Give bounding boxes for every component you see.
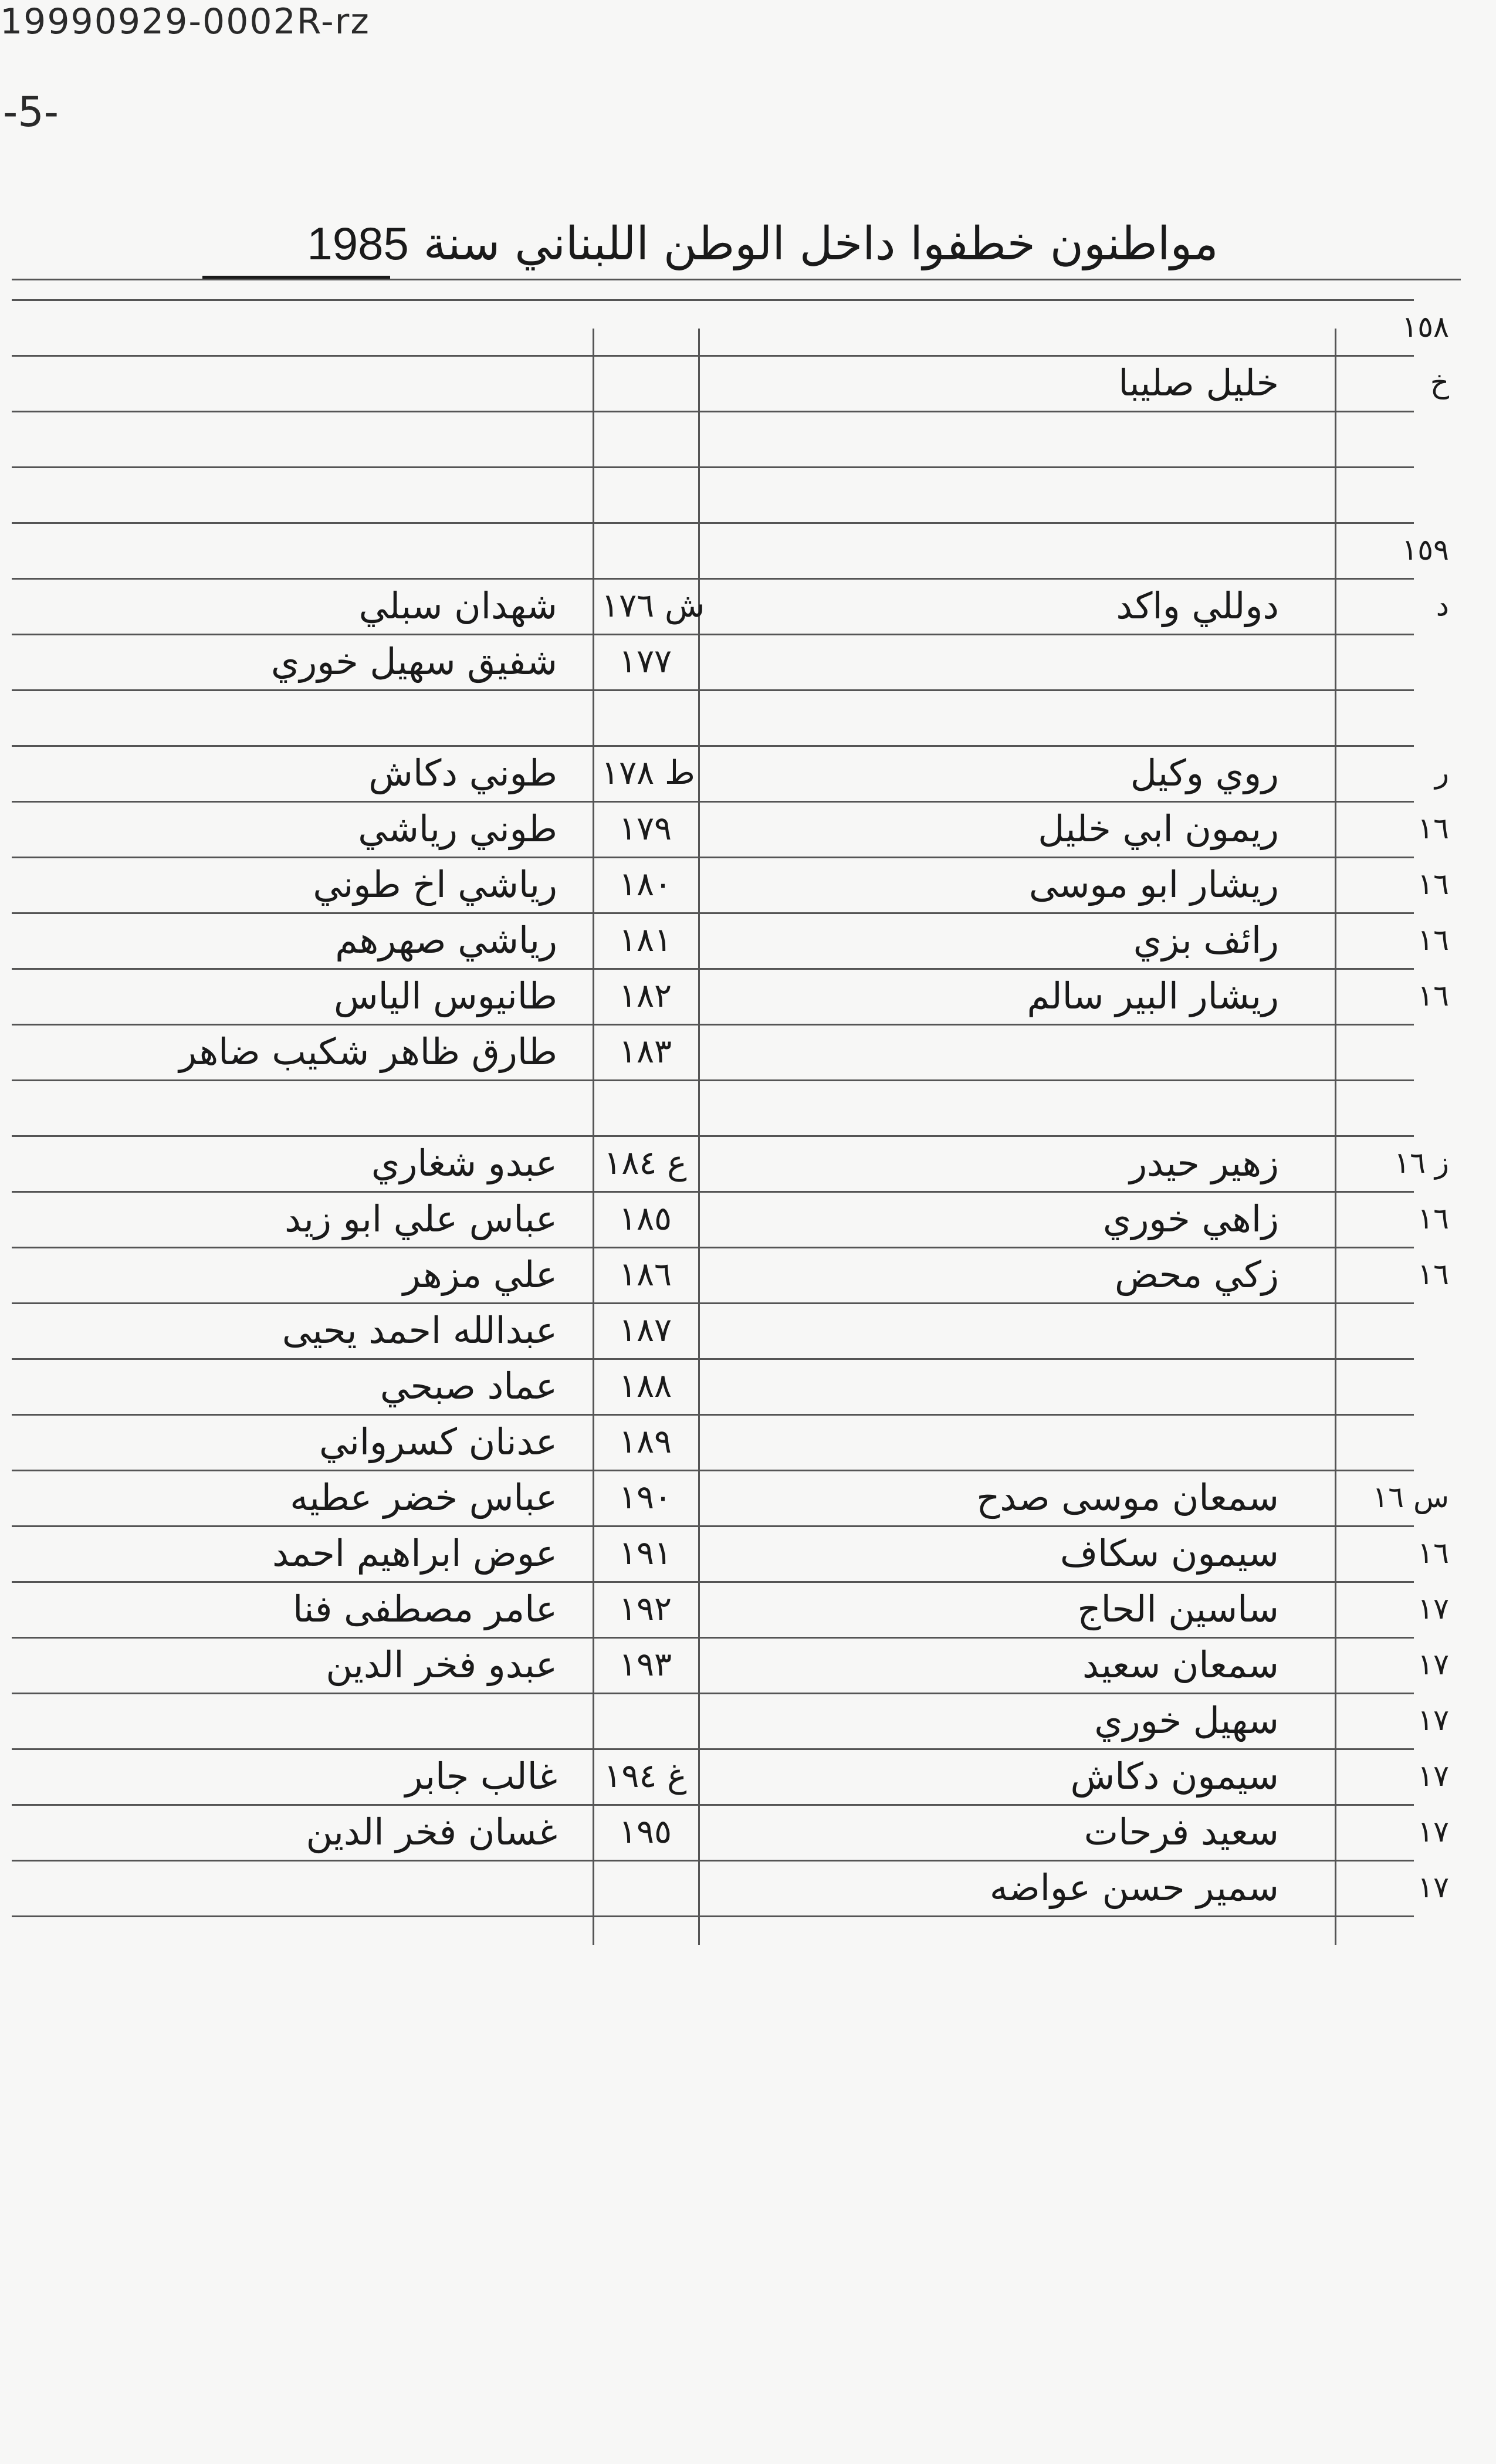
right-entry-name: روي وكيل bbox=[1130, 752, 1279, 794]
right-entry-name: ريمون ابي خليل bbox=[1038, 807, 1279, 850]
right-entry-number: ١٦ bbox=[1417, 811, 1449, 845]
right-entry-number: ١٧ bbox=[1417, 1647, 1449, 1681]
left-entry-name: عامر مصطفى فنا bbox=[293, 1588, 557, 1630]
left-entry-name: عبدو شغاري bbox=[371, 1142, 557, 1184]
left-entry-number: ١٧٩ bbox=[618, 810, 672, 848]
left-entry-name: رياشي صهرهم bbox=[335, 919, 557, 962]
left-entry-name: عبدو فخر الدين bbox=[326, 1643, 557, 1686]
left-entry-number: ١٨٥ bbox=[618, 1200, 672, 1238]
left-entry-number: ١٩٢ bbox=[618, 1590, 672, 1628]
table-row bbox=[0, 1079, 1496, 1135]
left-entry-name: طوني رياشي bbox=[358, 807, 557, 850]
left-entry-name bbox=[0, 1079, 557, 1135]
table-top-rule bbox=[12, 279, 1461, 280]
table-row bbox=[0, 1191, 1496, 1247]
table-row bbox=[0, 466, 1496, 522]
left-entry-number: ١٩٥ bbox=[618, 1813, 672, 1851]
left-entry-name bbox=[0, 689, 557, 745]
table-row bbox=[0, 1581, 1496, 1637]
table-row bbox=[0, 1302, 1496, 1358]
right-entry-number bbox=[1343, 466, 1449, 522]
left-entry-name bbox=[0, 466, 557, 522]
left-entry-number bbox=[601, 411, 689, 466]
right-entry-number: ١٧ bbox=[1417, 1870, 1449, 1904]
right-entry-number bbox=[1343, 1079, 1449, 1135]
left-entry-name: عدنان كسرواني bbox=[319, 1420, 557, 1463]
table-row bbox=[0, 1470, 1496, 1525]
right-entry-name bbox=[851, 634, 1279, 689]
right-entry-number: ر bbox=[1434, 756, 1449, 790]
left-entry-number: ١٧٧ bbox=[618, 642, 672, 681]
left-entry-name: طانيوس الياس bbox=[333, 974, 557, 1017]
right-entry-number bbox=[1343, 1358, 1449, 1414]
right-entry-name bbox=[851, 1024, 1279, 1079]
right-entry-number: ١٧ bbox=[1417, 1703, 1449, 1737]
table-row bbox=[0, 299, 1496, 355]
right-entry-number bbox=[1343, 411, 1449, 466]
right-entry-number: س ١٦ bbox=[1372, 1480, 1449, 1514]
left-entry-name: غالب جابر bbox=[405, 1755, 557, 1798]
right-entry-name bbox=[851, 1302, 1279, 1358]
right-entry-name: ريشار البير سالم bbox=[1027, 974, 1279, 1017]
right-entry-name: سيمون دكاش bbox=[1070, 1755, 1279, 1798]
right-entry-number: ز ١٦ bbox=[1394, 1146, 1449, 1180]
right-entry-name: سمير حسن عواضه bbox=[989, 1866, 1279, 1909]
left-entry-name: عبدالله احمد يحيى bbox=[282, 1309, 557, 1352]
left-entry-name: شهدان سبلي bbox=[358, 584, 557, 627]
right-entry-name bbox=[851, 1414, 1279, 1470]
right-entry-name: زهير حيدر bbox=[1129, 1142, 1279, 1184]
table-row bbox=[0, 578, 1496, 634]
left-entry-number bbox=[601, 1860, 689, 1915]
right-entry-name: خليل صليبا bbox=[1118, 361, 1279, 404]
right-entry-name: سهيل خوري bbox=[1094, 1699, 1279, 1742]
table-row bbox=[0, 745, 1496, 801]
left-entry-number: ع ١٨٤ bbox=[604, 1144, 687, 1182]
right-entry-name bbox=[851, 411, 1279, 466]
table-row bbox=[0, 1804, 1496, 1860]
table-row bbox=[0, 1860, 1496, 1915]
right-entry-name bbox=[851, 1358, 1279, 1414]
right-entry-number bbox=[1343, 634, 1449, 689]
document-id: 19990929-0002R-rz bbox=[0, 1, 370, 42]
left-entry-name bbox=[0, 1693, 557, 1748]
left-entry-name: غسان فخر الدين bbox=[306, 1810, 557, 1853]
right-entry-number bbox=[1343, 1024, 1449, 1079]
right-entry-number: خ bbox=[1430, 365, 1449, 400]
right-entry-name: رائف بزي bbox=[1133, 919, 1279, 962]
table-row bbox=[0, 1693, 1496, 1748]
right-entry-number: ١٥٨ bbox=[1402, 310, 1449, 344]
right-entry-number bbox=[1343, 1302, 1449, 1358]
right-entry-name: سعيد فرحات bbox=[1084, 1810, 1279, 1853]
page-number: -5- bbox=[3, 88, 59, 136]
left-entry-number bbox=[601, 1079, 689, 1135]
right-entry-name: دوللي واكد bbox=[1116, 584, 1279, 627]
left-entry-number: ش ١٧٦ bbox=[601, 587, 705, 625]
left-entry-name: علي مزهر bbox=[402, 1253, 557, 1296]
left-entry-number bbox=[601, 522, 689, 578]
table-row bbox=[0, 801, 1496, 857]
left-entry-number bbox=[601, 689, 689, 745]
table-row bbox=[0, 411, 1496, 466]
left-entry-name: عباس خضر عطيه bbox=[290, 1476, 557, 1519]
left-entry-number: ١٨٠ bbox=[618, 865, 672, 903]
right-entry-name bbox=[851, 1079, 1279, 1135]
right-entry-number: ١٦ bbox=[1417, 1257, 1449, 1291]
left-entry-number: ١٨٢ bbox=[618, 977, 672, 1015]
table-row bbox=[0, 1414, 1496, 1470]
right-entry-name: ريشار ابو موسى bbox=[1028, 863, 1279, 906]
table-row bbox=[0, 1024, 1496, 1079]
right-entry-name bbox=[851, 299, 1279, 355]
left-entry-number: ١٨٣ bbox=[618, 1033, 672, 1071]
right-entry-name: سيمون سكاف bbox=[1060, 1532, 1279, 1575]
left-entry-name: شفيق سهيل خوري bbox=[270, 640, 557, 683]
table-row bbox=[0, 1525, 1496, 1581]
table-row bbox=[0, 1247, 1496, 1302]
row-rule bbox=[12, 1915, 1414, 1917]
right-entry-name: ساسين الحاج bbox=[1077, 1588, 1279, 1630]
left-entry-number bbox=[601, 355, 689, 411]
table-row bbox=[0, 522, 1496, 578]
left-entry-number: ١٨٦ bbox=[618, 1255, 672, 1294]
left-entry-number: ١٩١ bbox=[618, 1534, 672, 1572]
left-entry-name: طارق ظاهر شكيب ضاهر bbox=[179, 1030, 557, 1073]
right-entry-number: ١٦ bbox=[1417, 1536, 1449, 1570]
table-row bbox=[0, 1135, 1496, 1191]
left-entry-name bbox=[0, 355, 557, 411]
left-entry-name bbox=[0, 522, 557, 578]
left-entry-name: عباس علي ابو زيد bbox=[285, 1197, 557, 1240]
table-row bbox=[0, 689, 1496, 745]
title-year: 1985 bbox=[307, 218, 409, 269]
right-entry-number: ١٧ bbox=[1417, 1759, 1449, 1793]
left-entry-name: رياشي اخ طوني bbox=[313, 863, 557, 906]
right-entry-number bbox=[1343, 689, 1449, 745]
right-entry-number: ١٦ bbox=[1417, 867, 1449, 901]
right-entry-number: ١٦ bbox=[1417, 1201, 1449, 1236]
table-row bbox=[0, 1748, 1496, 1804]
left-entry-number: ١٨٨ bbox=[618, 1367, 672, 1405]
right-entry-name bbox=[851, 466, 1279, 522]
table-row bbox=[0, 634, 1496, 689]
left-entry-name bbox=[0, 299, 557, 355]
left-entry-name: عماد صبحي bbox=[380, 1365, 557, 1407]
left-entry-name bbox=[0, 1860, 557, 1915]
table-row bbox=[0, 857, 1496, 912]
right-entry-number bbox=[1343, 1414, 1449, 1470]
right-entry-name: زاهي خوري bbox=[1102, 1197, 1279, 1240]
left-entry-number bbox=[601, 466, 689, 522]
table-row bbox=[0, 1637, 1496, 1693]
right-entry-number: ١٦ bbox=[1417, 979, 1449, 1013]
left-entry-number: ١٨٧ bbox=[618, 1311, 672, 1349]
left-entry-number: غ ١٩٤ bbox=[604, 1757, 687, 1795]
right-entry-name: سمعان سعيد bbox=[1082, 1643, 1279, 1686]
left-entry-number: ط ١٧٨ bbox=[601, 754, 695, 792]
left-entry-number: ١٨١ bbox=[618, 921, 672, 959]
title-text: مواطنون خطفوا داخل الوطن اللبناني سنة bbox=[423, 218, 1219, 270]
right-entry-number: ١٥٩ bbox=[1402, 533, 1449, 567]
left-entry-name: طوني دكاش bbox=[368, 752, 557, 794]
right-entry-number: د bbox=[1436, 588, 1449, 622]
table-row bbox=[0, 1358, 1496, 1414]
right-entry-name bbox=[851, 689, 1279, 745]
left-entry-number: ١٩٠ bbox=[618, 1478, 672, 1517]
page-title bbox=[205, 217, 1320, 270]
left-entry-number bbox=[601, 1693, 689, 1748]
right-entry-name: سمعان موسى صدح bbox=[976, 1476, 1279, 1519]
left-entry-number bbox=[601, 299, 689, 355]
left-entry-name bbox=[0, 411, 557, 466]
right-entry-number: ١٧ bbox=[1417, 1592, 1449, 1626]
table-row bbox=[0, 355, 1496, 411]
right-entry-number: ١٧ bbox=[1417, 1815, 1449, 1849]
right-entry-number: ١٦ bbox=[1417, 923, 1449, 957]
table-row bbox=[0, 912, 1496, 968]
left-entry-number: ١٨٩ bbox=[618, 1423, 672, 1461]
right-entry-name bbox=[851, 522, 1279, 578]
table-row bbox=[0, 968, 1496, 1024]
left-entry-name: عوض ابراهيم احمد bbox=[272, 1532, 557, 1575]
left-entry-number: ١٩٣ bbox=[618, 1646, 672, 1684]
right-entry-name: زكي محض bbox=[1114, 1253, 1279, 1296]
